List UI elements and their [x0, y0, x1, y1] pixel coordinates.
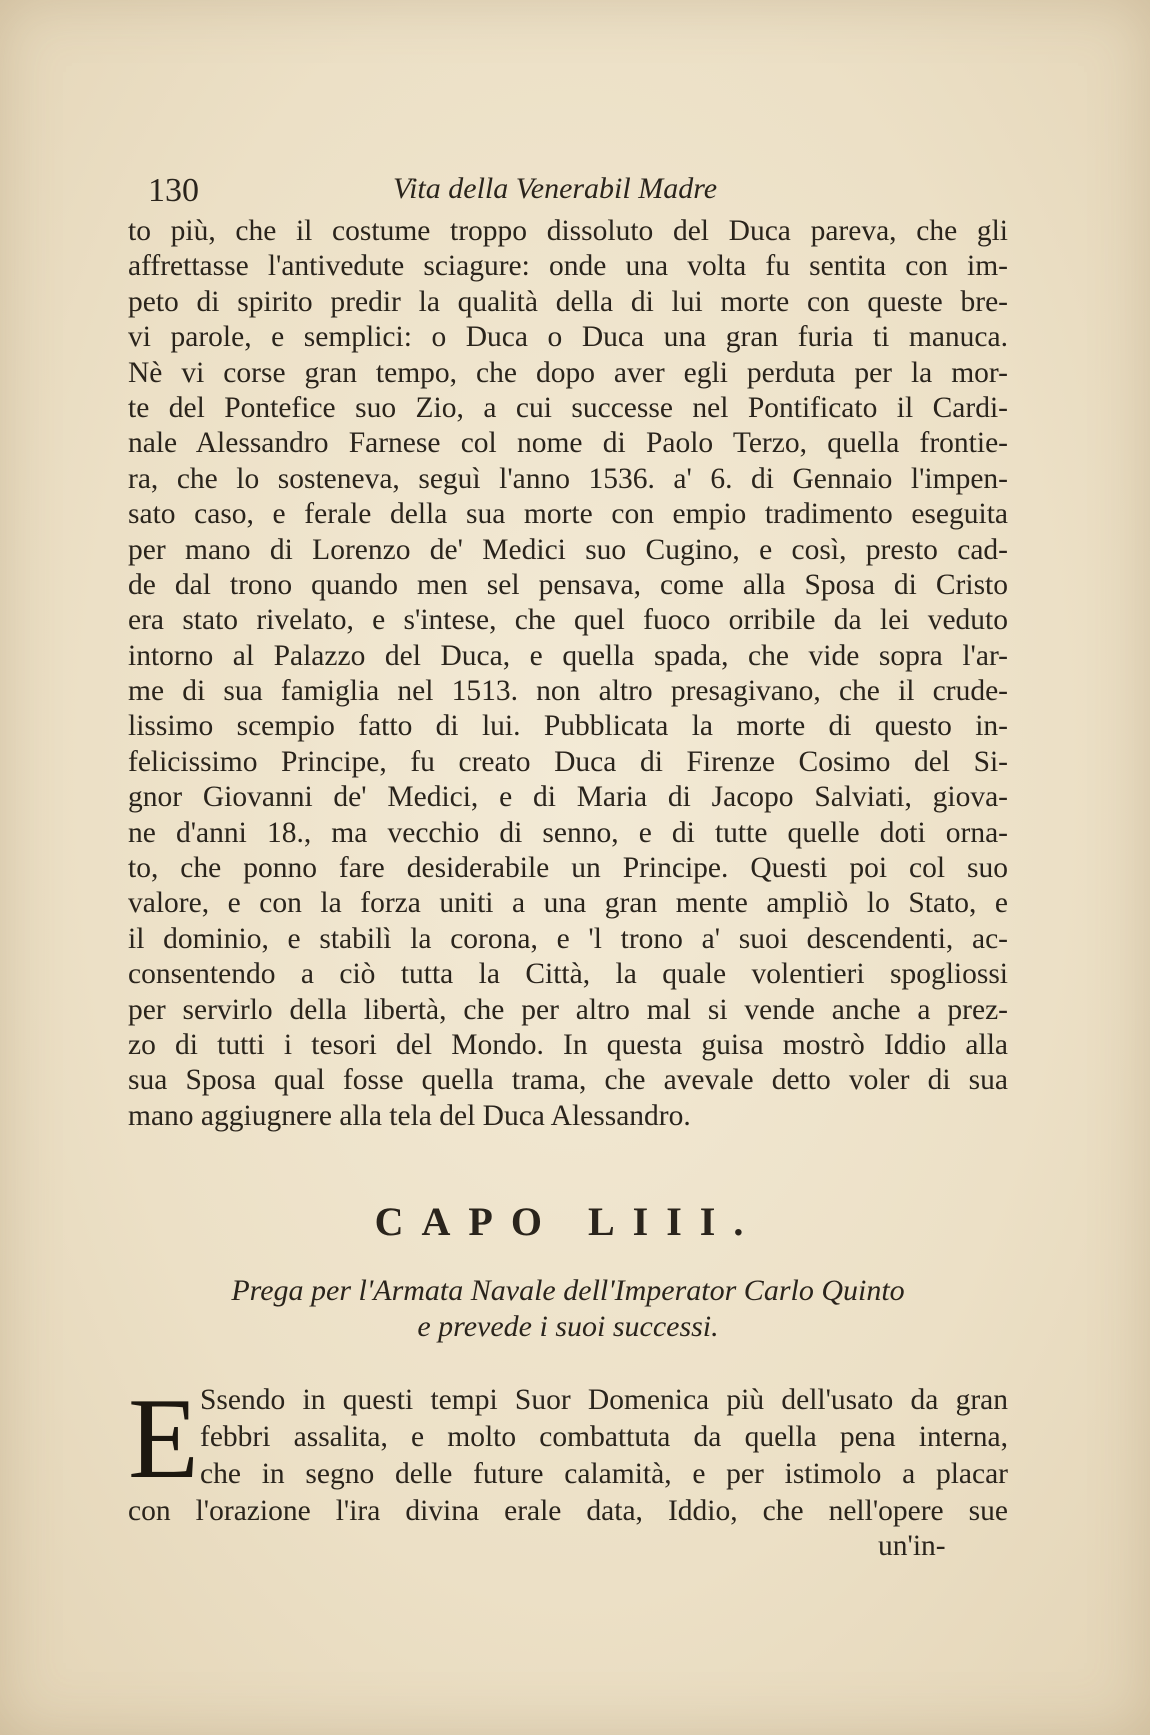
- text-line: consentendo a ciò tutta la Città, la quale volentieri spogliossi: [128, 958, 1008, 991]
- text-line: ra, che lo sosteneva, seguì l'anno 1536. a' 6. di Gennaio l'impen-: [128, 462, 1008, 495]
- text-line: il dominio, e stabilì la corona, e 'l trono a' suoi descendenti, ac-: [128, 922, 1008, 955]
- subtitle-line: Prega per l'Armata Navale dell'Imperator Carlo Quinto: [231, 1274, 905, 1307]
- running-title: Vita della Venerabil Madre: [393, 172, 718, 205]
- text-line: sato caso, e ferale della sua morte con empio tradimento eseguita: [128, 498, 1008, 531]
- catchword: un'in-: [878, 1530, 946, 1562]
- text-line: te del Pontefice suo Zio, a cui successe nel Pontificato il Cardi-: [128, 391, 1008, 424]
- page-header: [148, 168, 948, 208]
- text-line: de dal trono quando men sel pensava, come alla Sposa di Cristo: [128, 568, 1008, 601]
- drop-cap: E: [128, 1375, 199, 1503]
- text-line: per servirlo della libertà, che per altro mal si vende anche a prez-: [128, 993, 1008, 1026]
- text-line: per mano di Lorenzo de' Medici suo Cugino, e così, presto cad-: [128, 533, 1008, 566]
- text-line: Nè vi corse gran tempo, che dopo aver egli perduta per la mor-: [128, 356, 1008, 389]
- text-line: con l'orazione l'ira divina erale data, Iddio, che nell'opere sue: [128, 1495, 1008, 1527]
- chapter-title: CAPO LIII.: [374, 1199, 762, 1244]
- text-line: sua Sposa qual fosse quella trama, che avevale detto voler di sua: [128, 1064, 1008, 1097]
- text-line: ne d'anni 18., ma vecchio di senno, e di tutte quelle doti orna-: [128, 816, 1008, 849]
- text-line: peto di spirito predir la qualità della di lui morte con queste bre-: [128, 285, 1008, 318]
- text-line: affrettasse l'antivedute sciagure: onde una volta fu sentita con im-: [128, 250, 1008, 283]
- text-line: vi parole, e semplici: o Duca o Duca una gran furia ti manuca.: [128, 321, 1008, 354]
- text-line: me di sua famiglia nel 1513. non altro presagivano, che il crude-: [128, 675, 1008, 708]
- chapter-subtitle: [128, 1273, 1008, 1345]
- text-line: to più, che il costume troppo dissoluto del Duca pareva, che gli: [128, 215, 1008, 247]
- text-line: febbri assalita, e molto combattuta da quella pena interna,: [200, 1421, 1008, 1453]
- text-line: zo di tutti i tesori del Mondo. In questa guisa mostrò Iddio alla: [128, 1028, 1008, 1061]
- paragraph-main: [128, 214, 1008, 1134]
- page-number: 130: [148, 172, 199, 209]
- paragraph-chapter-opening: [128, 1375, 1008, 1530]
- subtitle-line: e prevede i suoi successi.: [417, 1310, 719, 1343]
- text-line: che in segno delle future calamità, e per istimolo a placar: [200, 1458, 1008, 1490]
- text-line: era stato rivelato, e s'intese, che quel fuoco orribile da lei veduto: [128, 604, 1008, 637]
- text-line: valore, e con la forza uniti a una gran mente ampliò lo Stato, e: [128, 887, 1008, 920]
- text-line: to, che ponno fare desiderabile un Principe. Questi poi col suo: [128, 852, 1008, 885]
- text-line: lissimo scempio fatto di lui. Pubblicata la morte di questo in-: [128, 710, 1008, 743]
- text-line: Ssendo in questi tempi Suor Domenica più dell'usato da gran: [200, 1384, 1008, 1416]
- text-line: gnor Giovanni de' Medici, e di Maria di Jacopo Salviati, giova-: [128, 781, 1008, 814]
- text-line: nale Alessandro Farnese col nome di Paolo Terzo, quella frontie-: [128, 427, 1008, 460]
- text-line: felicissimo Principe, fu creato Duca di Firenze Cosimo del Si-: [128, 745, 1008, 778]
- text-line: mano aggiugnere alla tela del Duca Alessandro.: [128, 1099, 691, 1132]
- text-line: intorno al Palazzo del Duca, e quella spada, che vide sopra l'ar-: [128, 639, 1008, 672]
